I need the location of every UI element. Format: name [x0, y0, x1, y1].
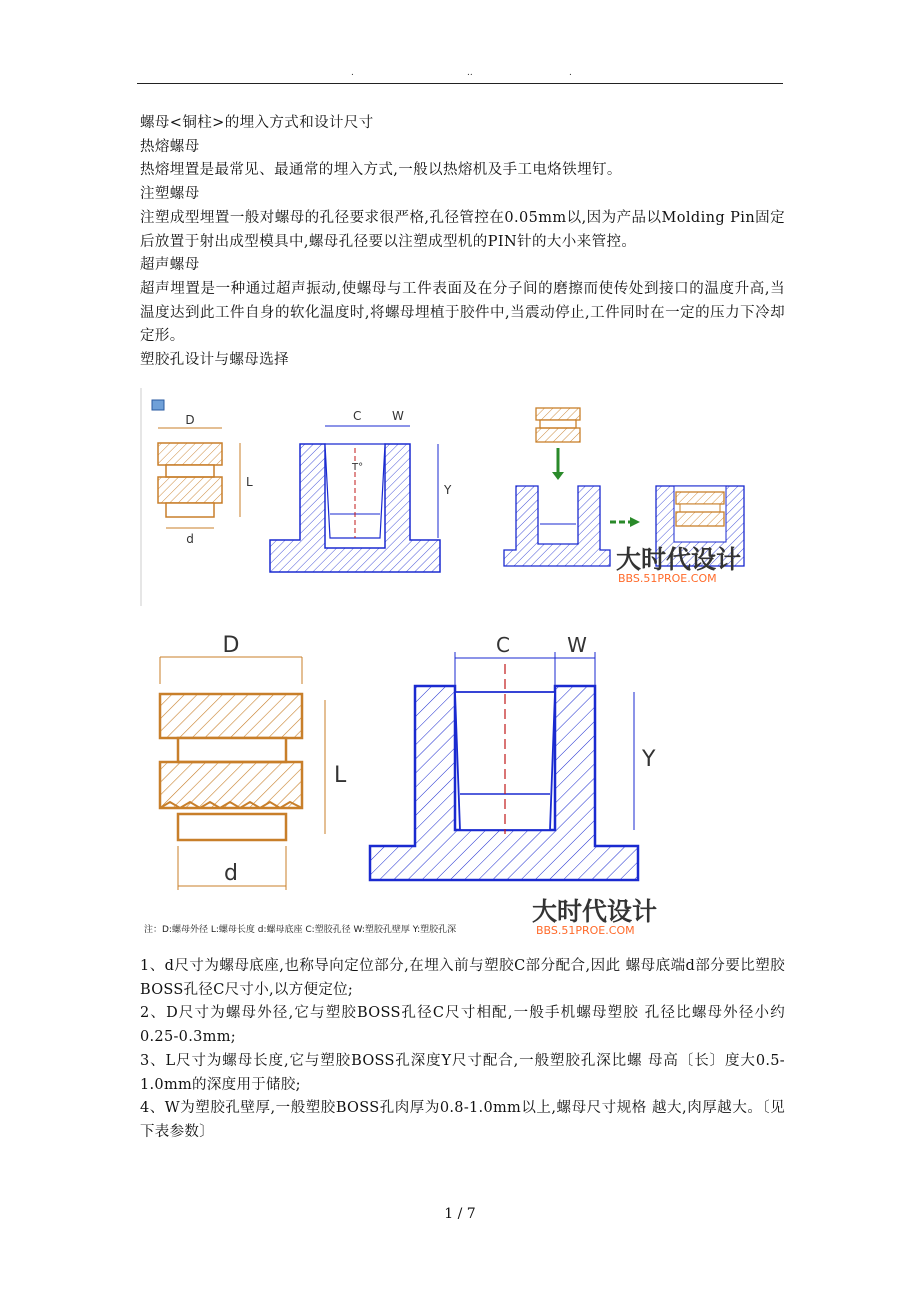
label-L-large: L	[334, 763, 347, 788]
heading-design: 塑胶孔设计与螺母选择	[140, 352, 289, 369]
figure-note: 注：D:螺母外径 L:螺母长度 d:螺母底座 C:塑胶孔径 W:塑胶孔壁厚 Y:塑胶孔深	[144, 925, 457, 935]
nut-drawing	[158, 413, 253, 546]
watermark-url: BBS.51PROE.COM	[618, 572, 717, 585]
list-item: 4、W为塑胶孔壁厚,一般塑胶BOSS孔肉厚为0.8-1.0mm以上,螺母尺寸规格 越大,肉厚越大。〔见下表参数〕	[140, 1100, 785, 1140]
document-body	[140, 112, 785, 373]
list-item: 3、L尺寸为螺母长度,它与塑胶BOSS孔深度Y尺寸配合,一般塑胶孔深比螺 母高〔长〕度大0.5-1.0mm的深度用于储胶;	[140, 1052, 785, 1093]
nut-drawing-large	[160, 633, 347, 890]
heading-hot-melt: 热熔螺母	[140, 138, 200, 155]
process-drawing	[504, 408, 744, 566]
label-L: L	[246, 475, 253, 489]
figure-insert-diagram-small	[140, 388, 760, 606]
header-dot: .	[351, 68, 354, 78]
label-Y-large: Y	[642, 747, 656, 772]
label-C-large: C	[496, 633, 510, 657]
heading-ultrasonic: 超声螺母	[140, 257, 200, 274]
label-W-large: W	[567, 633, 587, 657]
header-dot: ..	[467, 68, 473, 78]
list-item: 2、D尺寸为螺母外径,它与塑胶BOSS孔径C尺寸相配,一般手机螺母塑胶 孔径比螺母外径小约0.25-0.3mm;	[140, 1005, 785, 1046]
header-dot: .	[569, 68, 572, 78]
design-notes-list	[140, 955, 785, 1145]
boss-drawing-large	[370, 633, 656, 880]
heading-injection: 注塑螺母	[140, 186, 200, 203]
header-dots	[137, 68, 783, 82]
image-icon	[152, 400, 164, 410]
header-rule	[137, 83, 783, 84]
watermark-url-large: BBS.51PROE.COM	[536, 924, 635, 937]
label-C: C	[353, 409, 362, 423]
list-item: 1、d尺寸为螺母底座,也称导向定位部分,在埋入前与塑胶C部分配合,因此 螺母底端d部分要比塑胶BOSS孔径C尺寸小,以方便定位;	[140, 958, 785, 998]
label-T: T°	[352, 462, 364, 473]
paragraph-ultrasonic: 超声埋置是一种通过超声振动,使螺母与工件表面及在分子间的磨擦而使传处到接口的温度升高,当温度达到此工件自身的软化温度时,将螺母埋植于胶件中,当震动停止,工件同时在一定的压力下冷却定形。	[140, 280, 785, 345]
label-d: d	[186, 532, 194, 546]
paragraph-hot-melt: 热熔埋置是最常见、最通常的埋入方式,一般以热熔机及手工电烙铁埋钉。	[140, 162, 622, 179]
label-D: D	[185, 413, 195, 427]
watermark-text: 大时代设计	[616, 545, 742, 574]
label-W: W	[392, 409, 404, 423]
label-D-large: D	[222, 633, 240, 658]
figure-border	[140, 388, 142, 606]
label-Y: Y	[444, 483, 452, 497]
page-title: 螺母<铜柱>的埋入方式和设计尺寸	[140, 115, 374, 131]
figure-insert-diagram-large	[140, 624, 680, 940]
label-d-large: d	[224, 861, 238, 886]
page-number: 1 / 7	[444, 1206, 476, 1222]
boss-drawing	[270, 409, 452, 572]
paragraph-injection: 注塑成型埋置一般对螺母的孔径要求很严格,孔径管控在0.05mm以,因为产品以Molding Pin固定后放置于射出成型模具中,螺母孔径要以注塑成型机的PIN针的大小来管控。	[140, 209, 785, 250]
watermark-text-large: 大时代设计	[532, 897, 658, 926]
